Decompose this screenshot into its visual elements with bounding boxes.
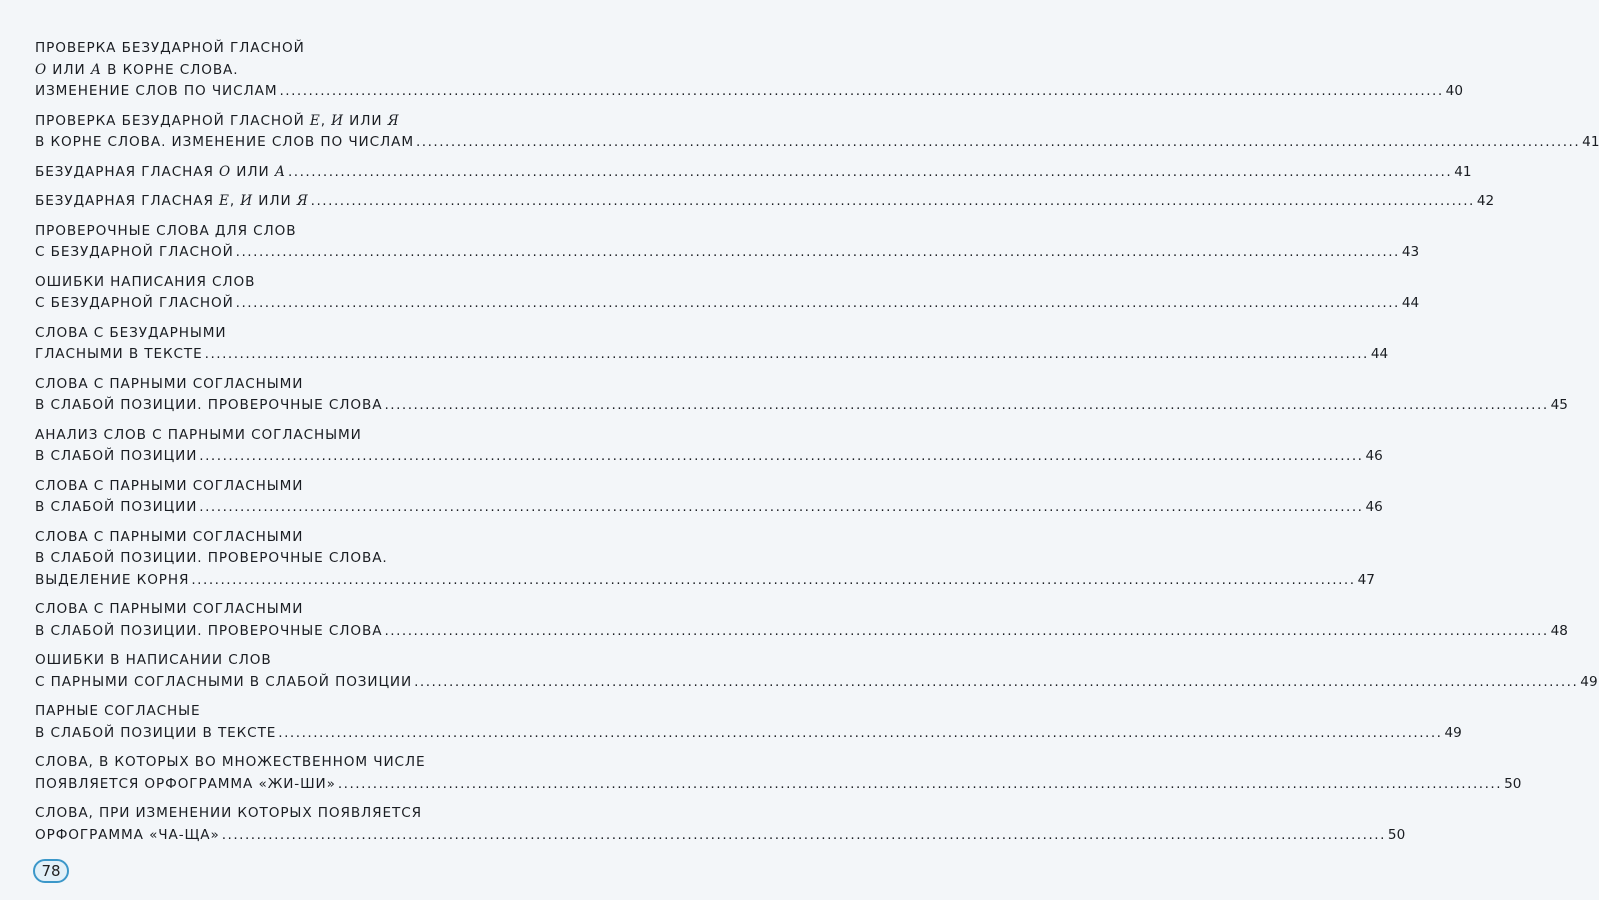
- toc-entry[interactable]: [35, 272, 1420, 315]
- toc-entry-last-line: [35, 81, 1463, 103]
- toc-entry-last-line: [35, 162, 1472, 184]
- toc-entry-title-line: СЛОВА С БЕЗУДАРНЫМИ: [35, 324, 227, 341]
- toc-page-number: 45: [1550, 397, 1568, 413]
- toc-entry[interactable]: [35, 650, 1598, 693]
- toc-entry-title-line: БЕЗУДАРНАЯ ГЛАСНАЯ Е, И ИЛИ Я: [35, 193, 309, 209]
- toc-entry-last-line: [35, 825, 1406, 847]
- toc-entry-title-line: В СЛАБОЙ ПОЗИЦИИ: [35, 448, 198, 464]
- toc-page-number: 46: [1365, 499, 1383, 515]
- dot-leader: ........................................................................................................................................................................................................: [384, 397, 1549, 413]
- toc-entry-title-line: ОШИБКИ НАПИСАНИЯ СЛОВ: [35, 273, 256, 290]
- toc-entry-title-line: С БЕЗУДАРНОЙ ГЛАСНОЙ: [35, 244, 234, 260]
- toc-entry-last-line: [35, 497, 1383, 519]
- toc-entry-title-line: СЛОВА С ПАРНЫМИ СОГЛАСНЫМИ: [35, 528, 304, 545]
- toc-entry-title-line: СЛОВА, В КОТОРЫХ ВО МНОЖЕСТВЕННОМ ЧИСЛЕ: [35, 754, 426, 770]
- dot-leader: ........................................................................................................................................................................................................: [310, 193, 1475, 209]
- toc-entry[interactable]: [35, 191, 1495, 213]
- toc-entry-title-line: ПОЯВЛЯЕТСЯ ОРФОГРАММА «ЖИ-ШИ»: [35, 775, 336, 792]
- toc-entry-last-line: [35, 395, 1568, 417]
- toc-entry[interactable]: [35, 476, 1383, 519]
- toc-entry-title-line: ИЗМЕНЕНИЕ СЛОВ ПО ЧИСЛАМ: [35, 83, 278, 99]
- toc-entry-last-line: [35, 723, 1462, 745]
- toc-entry-title-line: С БЕЗУДАРНОЙ ГЛАСНОЙ: [35, 295, 234, 311]
- toc-entry[interactable]: [35, 599, 1568, 642]
- toc-entry-title-line: ОРФОГРАММА «ЧА-ЩА»: [35, 826, 220, 843]
- toc-page-number: 42: [1476, 193, 1495, 209]
- dot-leader: ........................................................................................................................................................................................................: [221, 826, 1386, 843]
- dot-leader: ........................................................................................................................................................................................................: [191, 571, 1356, 588]
- toc-entry-last-line: [35, 774, 1522, 796]
- toc-page-number: 41: [1454, 163, 1472, 180]
- toc-page-number: 47: [1357, 571, 1375, 588]
- dot-leader: ........................................................................................................................................................................................................: [204, 346, 1369, 362]
- toc-entry[interactable]: [35, 374, 1568, 417]
- toc-entry-title-line: ГЛАСНЫМИ В ТЕКСТЕ: [35, 346, 203, 362]
- toc-entry-title-line: В СЛАБОЙ ПОЗИЦИИ В ТЕКСТЕ: [35, 724, 277, 741]
- dot-leader: ........................................................................................................................................................................................................: [287, 163, 1453, 180]
- toc-entry-last-line: [35, 570, 1375, 592]
- dot-leader: ........................................................................................................................................................................................................: [414, 673, 1579, 690]
- toc-page-number: 44: [1401, 295, 1420, 311]
- toc-entry[interactable]: [35, 701, 1462, 744]
- toc-entry[interactable]: [35, 323, 1389, 366]
- dot-leader: ........................................................................................................................................................................................................: [415, 134, 1581, 150]
- toc-entry-last-line: [35, 191, 1495, 213]
- toc-entry-last-line: [35, 242, 1420, 264]
- toc-entry-title-line: СЛОВА С ПАРНЫМИ СОГЛАСНЫМИ: [35, 375, 304, 392]
- toc-page-number: 50: [1504, 775, 1522, 792]
- toc-page-number: 44: [1370, 346, 1389, 362]
- toc-entry-title-line: В СЛАБОЙ ПОЗИЦИИ. ПРОВЕРОЧНЫЕ СЛОВА: [35, 397, 383, 413]
- dot-leader: ........................................................................................................................................................................................................: [279, 83, 1444, 99]
- toc-entry-title-line: О ИЛИ А В КОРНЕ СЛОВА.: [35, 61, 239, 78]
- toc-entry-title-line: ПАРНЫЕ СОГЛАСНЫЕ: [35, 703, 201, 719]
- toc-page-number: 50: [1387, 826, 1406, 843]
- dot-leader: ........................................................................................................................................................................................................: [337, 775, 1503, 792]
- dot-leader: ........................................................................................................................................................................................................: [278, 724, 1443, 741]
- toc-entry[interactable]: [35, 38, 1463, 103]
- dot-leader: ........................................................................................................................................................................................................: [199, 499, 1364, 515]
- toc-entry-title-line: СЛОВА, ПРИ ИЗМЕНЕНИИ КОТОРЫХ ПОЯВЛЯЕТСЯ: [35, 805, 422, 821]
- toc-entry[interactable]: [35, 162, 1472, 184]
- toc-page-number: 46: [1365, 448, 1383, 464]
- toc-entry[interactable]: [35, 425, 1383, 468]
- toc-entry-title-line: В КОРНЕ СЛОВА. ИЗМЕНЕНИЕ СЛОВ ПО ЧИСЛАМ: [35, 134, 414, 150]
- toc-entry[interactable]: [35, 803, 1406, 846]
- toc-entry-title-line: В СЛАБОЙ ПОЗИЦИИ. ПРОВЕРОЧНЫЕ СЛОВА.: [35, 550, 388, 566]
- toc-entry[interactable]: [35, 527, 1375, 592]
- page-number-badge: 78: [33, 859, 69, 883]
- toc-entry-title-line: АНАЛИЗ СЛОВ С ПАРНЫМИ СОГЛАСНЫМИ: [35, 426, 362, 443]
- toc-entry-title-line: В СЛАБОЙ ПОЗИЦИИ. ПРОВЕРОЧНЫЕ СЛОВА: [35, 622, 383, 639]
- toc-entry[interactable]: [35, 111, 1599, 154]
- toc-entry-title-line: ПРОВЕРКА БЕЗУДАРНОЙ ГЛАСНОЙ Е, И ИЛИ Я: [35, 112, 400, 129]
- dot-leader: ........................................................................................................................................................................................................: [384, 622, 1549, 639]
- toc-entry-last-line: [35, 621, 1568, 643]
- toc-entry-title-line: ПРОВЕРКА БЕЗУДАРНОЙ ГЛАСНОЙ: [35, 40, 305, 56]
- toc-entry-title-line: БЕЗУДАРНАЯ ГЛАСНАЯ О ИЛИ А: [35, 163, 286, 180]
- toc-page-number: 40: [1445, 83, 1463, 99]
- toc-entry-title-line: ОШИБКИ В НАПИСАНИИ СЛОВ: [35, 652, 272, 668]
- toc-page-number: 41: [1582, 134, 1599, 150]
- toc-page-number: 49: [1580, 673, 1598, 690]
- toc-entry-title-line: СЛОВА С ПАРНЫМИ СОГЛАСНЫМИ: [35, 477, 304, 494]
- toc-entry-title-line: С ПАРНЫМИ СОГЛАСНЫМИ В СЛАБОЙ ПОЗИЦИИ: [35, 673, 413, 690]
- toc-entry-last-line: [35, 293, 1420, 315]
- toc-entry-title-line: ВЫДЕЛЕНИЕ КОРНЯ: [35, 571, 190, 588]
- dot-leader: ........................................................................................................................................................................................................: [199, 448, 1364, 464]
- toc-entry-title-line: В СЛАБОЙ ПОЗИЦИИ: [35, 499, 198, 515]
- dot-leader: ........................................................................................................................................................................................................: [235, 295, 1400, 311]
- toc-page-number: 49: [1444, 724, 1462, 741]
- toc-page-number: 48: [1550, 622, 1568, 639]
- toc-entry-last-line: [35, 446, 1383, 468]
- toc-page-number: 43: [1401, 244, 1420, 260]
- toc-entry-last-line: [35, 132, 1599, 154]
- toc-entry[interactable]: [35, 221, 1420, 264]
- toc-entry-last-line: [35, 344, 1389, 366]
- toc-entry-title-line: ПРОВЕРОЧНЫЕ СЛОВА ДЛЯ СЛОВ: [35, 222, 297, 239]
- table-of-contents: [35, 38, 1599, 854]
- dot-leader: ........................................................................................................................................................................................................: [235, 244, 1400, 260]
- toc-entry-last-line: [35, 672, 1598, 694]
- toc-entry[interactable]: [35, 752, 1522, 795]
- toc-entry-title-line: СЛОВА С ПАРНЫМИ СОГЛАСНЫМИ: [35, 601, 304, 617]
